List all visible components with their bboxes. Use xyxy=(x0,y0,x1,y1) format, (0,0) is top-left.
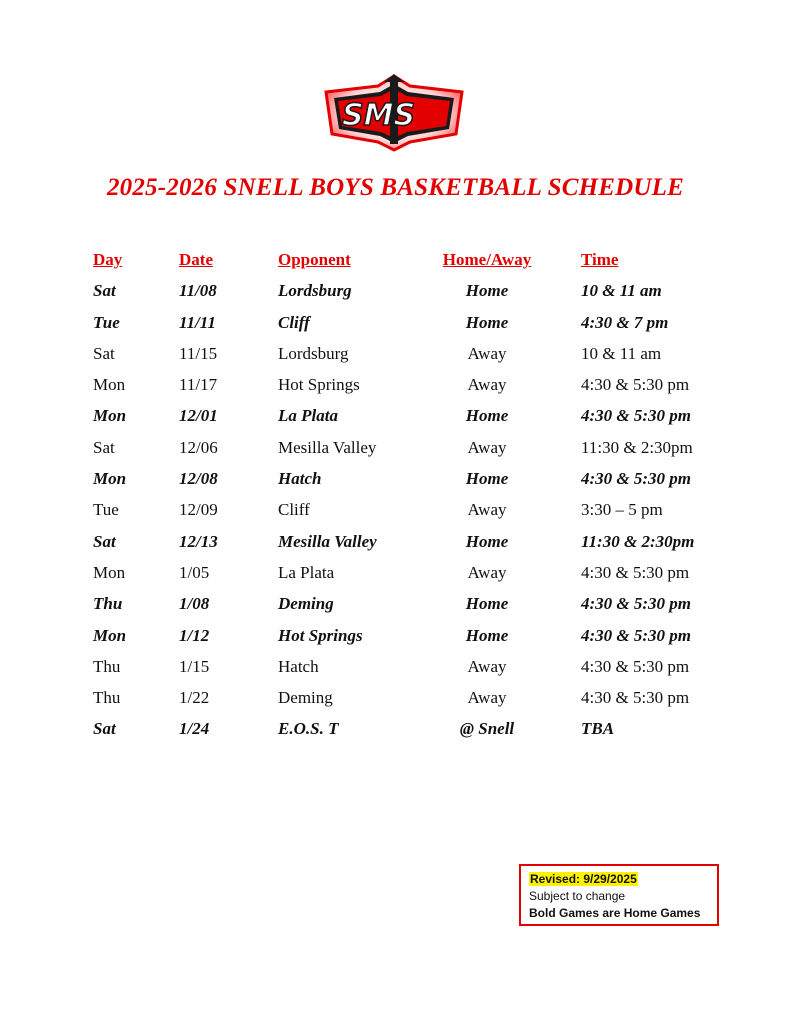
game-date: 1/12 xyxy=(179,625,210,645)
sms-logo-icon xyxy=(318,72,470,154)
game-day: Tue xyxy=(93,500,119,520)
game-date: 11/15 xyxy=(179,343,218,363)
game-date: 1/22 xyxy=(179,688,210,708)
table-row xyxy=(0,436,791,467)
game-opponent: Mesilla Valley xyxy=(278,437,377,457)
game-home-away: Home xyxy=(465,281,509,301)
table-row xyxy=(0,624,791,655)
game-opponent: Cliff xyxy=(278,500,310,520)
game-day: Mon xyxy=(93,375,126,395)
table-row xyxy=(0,592,791,623)
game-date: 12/09 xyxy=(179,500,218,520)
table-row xyxy=(0,686,791,717)
logo-text: SMS xyxy=(342,98,416,133)
schedule-table xyxy=(0,248,791,749)
game-date: 12/08 xyxy=(179,469,218,489)
game-time: TBA xyxy=(581,719,615,739)
revised-date: Revised: 9/29/2025 xyxy=(530,872,637,886)
game-day: Mon xyxy=(93,625,127,645)
game-day: Mon xyxy=(93,469,127,489)
game-date: 11/08 xyxy=(179,281,217,301)
game-date: 11/17 xyxy=(179,375,218,395)
game-time: 4:30 & 5:30 pm xyxy=(581,406,692,426)
game-time: 4:30 & 5:30 pm xyxy=(581,375,690,395)
game-opponent: Hatch xyxy=(278,656,319,676)
game-home-away: Home xyxy=(465,625,509,645)
game-opponent: Hatch xyxy=(278,469,322,489)
game-date: 1/24 xyxy=(179,719,210,739)
game-day: Thu xyxy=(93,656,121,676)
game-time: 4:30 & 5:30 pm xyxy=(581,562,690,582)
subject-to-change: Subject to change xyxy=(529,889,626,903)
game-day: Thu xyxy=(93,594,123,614)
table-row xyxy=(0,717,791,748)
table-row xyxy=(0,404,791,435)
game-day: Tue xyxy=(93,312,120,332)
table-row xyxy=(0,655,791,686)
table-row xyxy=(0,498,791,529)
game-date: 11/11 xyxy=(179,312,216,332)
school-logo xyxy=(318,72,470,154)
game-day: Sat xyxy=(93,719,116,739)
game-home-away: @ Snell xyxy=(459,719,515,739)
game-time: 11:30 & 2:30pm xyxy=(581,437,693,457)
header-day: Day xyxy=(93,250,123,269)
game-home-away: Home xyxy=(465,406,509,426)
game-opponent: Cliff xyxy=(278,312,310,332)
game-home-away: Home xyxy=(465,469,509,489)
header-date: Date xyxy=(179,250,213,269)
game-opponent: Hot Springs xyxy=(278,375,360,395)
page-title: 2025-2026 SNELL BOYS BASKETBALL SCHEDULE xyxy=(106,174,685,201)
table-row xyxy=(0,530,791,561)
game-home-away: Away xyxy=(467,437,507,457)
game-day: Mon xyxy=(93,562,126,582)
game-day: Sat xyxy=(93,437,115,457)
game-day: Sat xyxy=(93,343,115,363)
game-time: 4:30 & 5:30 pm xyxy=(581,469,692,489)
game-home-away: Home xyxy=(465,594,509,614)
game-time: 4:30 & 5:30 pm xyxy=(581,594,692,614)
header-time: Time xyxy=(581,250,619,269)
game-time: 11:30 & 2:30pm xyxy=(581,531,695,551)
game-time: 4:30 & 5:30 pm xyxy=(581,656,690,676)
game-home-away: Away xyxy=(467,375,507,395)
game-home-away: Away xyxy=(467,688,507,708)
game-date: 1/15 xyxy=(179,656,210,676)
game-time: 10 & 11 am xyxy=(581,343,662,363)
game-day: Sat xyxy=(93,531,116,551)
table-row xyxy=(0,311,791,342)
game-home-away: Away xyxy=(467,562,507,582)
game-date: 12/13 xyxy=(179,531,218,551)
bold-games-legend: Bold Games are Home Games xyxy=(529,906,701,920)
header-opponent: Opponent xyxy=(278,250,351,269)
game-opponent: Deming xyxy=(278,688,333,708)
game-time: 4:30 & 5:30 pm xyxy=(581,688,690,708)
schedule-header-row xyxy=(0,248,791,279)
table-row xyxy=(0,373,791,404)
game-time: 10 & 11 am xyxy=(581,281,662,301)
table-row xyxy=(0,279,791,310)
game-opponent: La Plata xyxy=(278,406,338,426)
table-row xyxy=(0,342,791,373)
game-home-away: Home xyxy=(465,312,509,332)
game-opponent: La Plata xyxy=(278,562,335,582)
table-row xyxy=(0,561,791,592)
game-home-away: Away xyxy=(467,500,507,520)
game-date: 1/05 xyxy=(179,562,210,582)
game-date: 12/06 xyxy=(179,437,218,457)
game-date: 1/08 xyxy=(179,594,210,614)
game-opponent: Lordsburg xyxy=(278,281,352,301)
game-opponent: Hot Springs xyxy=(278,625,363,645)
game-opponent: Mesilla Valley xyxy=(278,531,377,551)
game-time: 4:30 & 7 pm xyxy=(581,312,669,332)
game-day: Sat xyxy=(93,281,116,301)
game-home-away: Home xyxy=(465,531,509,551)
header-home-away: Home/Away xyxy=(442,250,532,269)
game-home-away: Away xyxy=(467,343,507,363)
game-day: Thu xyxy=(93,688,121,708)
game-day: Mon xyxy=(93,406,127,426)
game-opponent: E.O.S. T xyxy=(278,719,339,739)
game-opponent: Deming xyxy=(278,594,334,614)
revision-note xyxy=(519,864,719,926)
game-home-away: Away xyxy=(467,656,507,676)
game-opponent: Lordsburg xyxy=(278,343,349,363)
game-time: 3:30 – 5 pm xyxy=(581,500,663,520)
game-date: 12/01 xyxy=(179,406,218,426)
table-row xyxy=(0,467,791,498)
game-time: 4:30 & 5:30 pm xyxy=(581,625,692,645)
